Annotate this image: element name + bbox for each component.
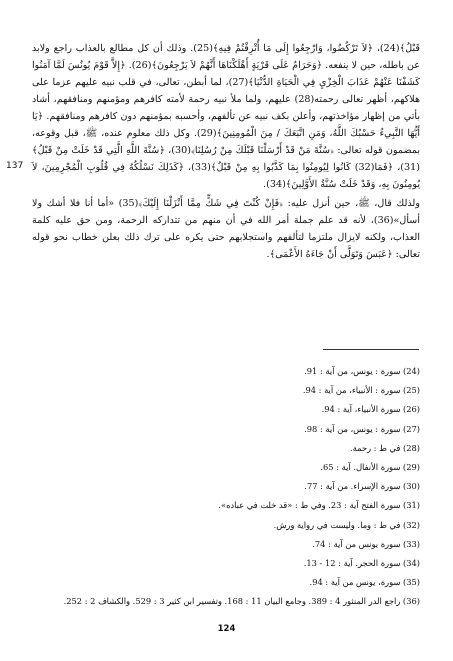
footnote-item: (31) سورة الفتح آية : 23. وفي ط : «قد خلت في عباده». [218,500,420,511]
footnote-item: (36) راجع الدر المنثور 4 : 389. وجامع البيان 11 : 168. وتفسير ابن كثير 3 : 529. والكشاف 2 : 252. [63,596,420,607]
footnotes-list [34,362,420,612]
main-text [32,40,420,263]
footnote-item: (35) سورة، يونس من آية : 94. [309,577,420,588]
paragraph: ولذلك قال، ﷺ، حين أنزل عليه: ﴿فَإِنْ كُنْتَ فِي شَكٍّ مِمَّا أَنْزَلْنَا إِلَيْكَ﴾(35) «أما أنا فلا أشك ولا أسأل»(36)، لأنه قد علم جملة أمر الله في أن منهم من تتداركه الرحمة، ومن حق عليه كلمة العذاب، ولكنه لايزال ملتزما لتألفهم واستجلابهم حتى يكره على ترك ذلك بعلن خطاب نحو قوله تعالى: ﴿عَبَسَ وَتَوَلَّى أَنْ جَاءَهُ الأَعْمَى﴾. [32,198,420,260]
footnote-item: (32) في ط : وما. وليست في رواية ورش. [273,519,420,530]
footnote-separator [323,349,419,350]
margin-number: 137 [6,161,24,171]
footnote-item: (25) سورة : الأنبياء، من آية : 94. [302,385,420,396]
footnote-item: (26) سورة الأنبياء، آية : 94. [321,404,420,415]
footnote-item: (27) سورة : يونس، من آية : 98. [304,423,420,434]
footnote-item: (28) في ط : رحمة. [350,442,420,453]
footnote-item: (30) سورة الإسراء. من آية : 77. [304,481,420,492]
paragraph: قَبْلُ﴾(24)، ﴿لاَ تَرْكُضُوا، وَارْجِعُوا إِلَى مَا أُتْرِفْتُمْ فِيهِ﴾(25). وذلك أن كل مطالع بالعذاب راجع ولابد عن باطله، حين لا ينفعه. ﴿وَحَرَامٌ عَلَى قَرْيَةٍ أَهْلَكْنَاهَا أَنَّهُمْ لاَ يَرْجِعُونَ﴾(26). ﴿إِلاَّ قَوْمَ يُونُسَ لَمَّا آمَنُوا كَشَفْنَا عَنْهُمْ عَذَابَ الْخِزْيِ فِي الْحَيَاةِ الدُّنْيَا﴾(27)، لما أبطن، تعالى، في قلب نبيه عليهم عزما على هلاكهم، أظهر تعالى رحمته(28) عليهم، ولما ملأ نبيه رحمة لأمته كافرهم ومؤمنهم ومنافقهم، أشاد بأتي من إظهار مؤاخذتهم، وأعلن بكف نبيه عن تألفهم، وأحسبه بمؤمنهم دون كافرهم ومنافقهم. ﴿يَا أَيُّهَا النَّبِيءُ حَسْبُكَ اللَّهُ، وَمَنِ اتَّبَعَكَ / مِنَ الْمُومِنِينَ﴾(29). وكل ذلك معلوم عنده، ﷺ، قبل وقوعه، بمضمون قوله تعالى: ﴿سُنَّةَ مَنْ قَدْ أَرْسَلْنَا قَبْلَكَ مِنْ رُسُلِنَا﴾(30)، ﴿سُنَّةَ اللَّهِ الَّتِي قَدْ خَلَتْ مِنْ قَبْلُ﴾(31)، ﴿فَمَا(32) كَانُوا لِيُومِنُوا بِمَا كَذَّبُوا بِهِ مِنْ قَبْلُ﴾(33)، ﴿كَذَلِكَ نَسْلُكُهُ فِي قُلُوبِ الْمُجْرِمِينَ، لاَ يُومِنُونَ بِهِ، وَقَدْ خَلَتْ سُنَّةُ الأَوَّلِينَ﴾(34). [32,43,421,190]
page-number: 124 [217,624,236,634]
footnote-item: (34) سورة الحجر. آية : 12 - 13. [303,558,420,569]
footnote-item: (33) سورة يونس من آية : 74. [312,538,420,549]
footnote-item: (24) سورة : يونس، من آية : 91. [304,366,420,376]
footnote-item: (29) سورة الأنفال. آية : 65. [320,462,420,473]
